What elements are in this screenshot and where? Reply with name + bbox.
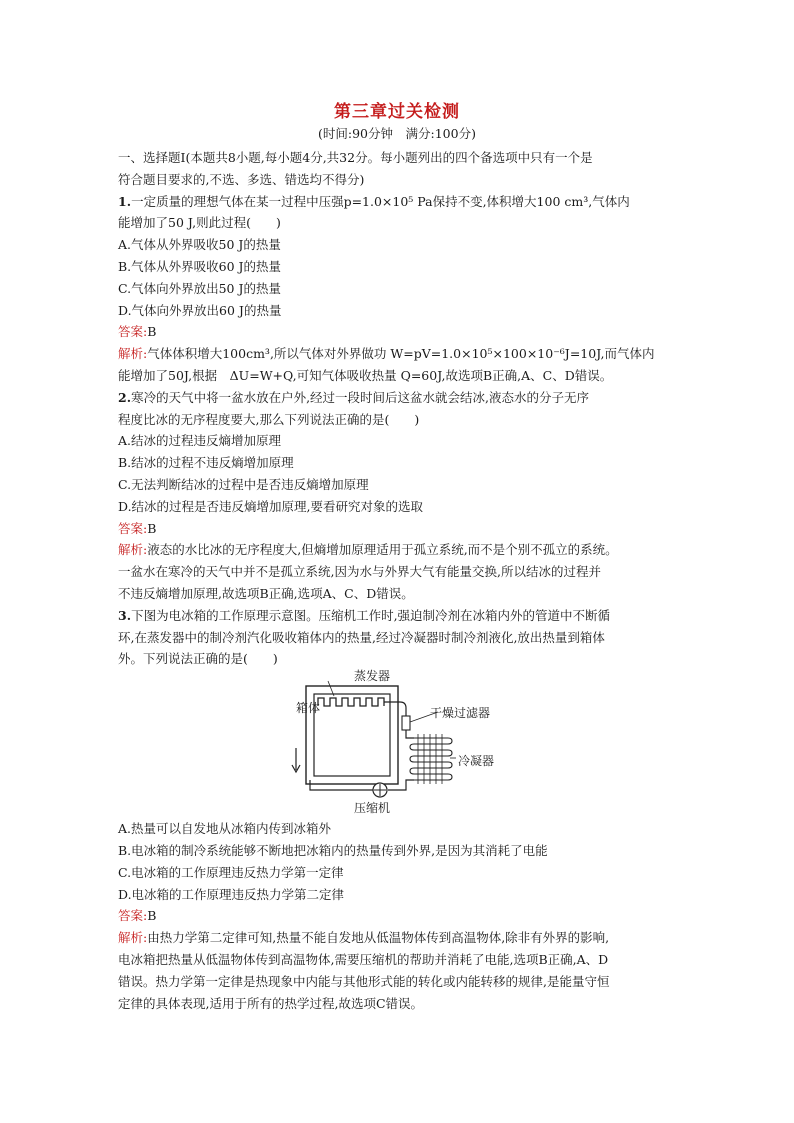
- section-heading: 一、选择题Ⅰ(本题共8小题,每小题4分,共32分。每小题列出的四个备选项中只有一个是: [118, 150, 593, 165]
- question-3-analysis-cont2: 错误。热力学第一定律是热现象中内能与其他形式能的转化或内能转移的规律,是能量守恒: [118, 973, 610, 989]
- question-1-option-d: D.气体向外界放出60 J的热量: [118, 302, 282, 318]
- question-2-option-d: D.结冰的过程是否违反熵增加原理,要看研究对象的选取: [118, 498, 424, 514]
- question-3-option-d: D.电冰箱的工作原理违反热力学第二定律: [118, 886, 345, 902]
- condenser-label: 冷凝器: [458, 754, 495, 769]
- question-3-stem-cont2: 外。下列说法正确的是( ): [118, 651, 278, 667]
- question-1-option-a: A.气体从外界吸收50 J的热量: [118, 237, 281, 253]
- question-3-option-a: A.热量可以自发地从冰箱内传到冰箱外: [118, 821, 332, 837]
- refrigerator-diagram: [118, 669, 683, 816]
- question-3-stem-cont: 环,在蒸发器中的制冷剂汽化吸收箱体内的热量,经过冷凝器时制冷剂液化,放出热量到箱体: [118, 629, 605, 645]
- question-number: 3.: [118, 607, 132, 623]
- question-2-option-b: B.结冰的过程不违反熵增加原理: [118, 455, 294, 471]
- question-3-analysis-cont: 电冰箱把热量从低温物体传到高温物体,需要压缩机的帮助并消耗了电能,选项B正确,A、D: [118, 951, 609, 967]
- section-heading-cont: 符合题目要求的,不选、多选、错选均不得分): [118, 171, 365, 187]
- question-3-analysis: 解析:由热力学第二定律可知,热量不能自发地从低温物体传到高温物体,除非有外界的影响,: [118, 930, 610, 946]
- question-number: 2.: [118, 389, 132, 405]
- question-2-answer: 答案:B: [118, 520, 157, 536]
- box-label: 箱体: [296, 701, 321, 716]
- question-1-stem: 1.一定质量的理想气体在某一过程中压强p=1.0×10⁵ Pa保持不变,体积增大100 cm³,气体内: [118, 193, 630, 209]
- question-2-option-c: C.无法判断结冰的过程中是否违反熵增加原理: [118, 476, 369, 492]
- question-3-stem: 3.下图为电冰箱的工作原理示意图。压缩机工作时,强迫制冷剂在冰箱内外的管道中不断循: [118, 607, 611, 623]
- question-number: 1.: [118, 193, 132, 209]
- question-3-answer: 答案:B: [118, 908, 157, 924]
- question-2-option-a: A.结冰的过程违反熵增加原理: [118, 433, 282, 449]
- dryer-filter-label: 干燥过滤器: [430, 706, 491, 721]
- question-1-answer: 答案:B: [118, 324, 157, 340]
- document-body: [118, 147, 683, 1014]
- question-2-analysis-cont: 一盆水在寒冷的天气中并不是孤立系统,因为水与外界大气有能量交换,所以结冰的过程并: [118, 564, 601, 580]
- refrigerator-schematic: [288, 672, 503, 812]
- evaporator-label: 蒸发器: [354, 669, 391, 684]
- question-1-option-b: B.气体从外界吸收60 J的热量: [118, 258, 282, 274]
- question-2-analysis-cont2: 不违反熵增加原理,故选项B正确,选项A、C、D错误。: [118, 585, 414, 601]
- question-3-option-b: B.电冰箱的制冷系统能够不断地把冰箱内的热量传到外界,是因为其消耗了电能: [118, 842, 548, 858]
- exam-info: (时间:90分钟 满分:100分): [318, 126, 476, 141]
- question-3-analysis-cont3: 定律的具体表现,适用于所有的热学过程,故选项C错误。: [118, 995, 424, 1011]
- question-2-stem-cont: 程度比冰的无序程度要大,那么下列说法正确的是( ): [118, 411, 420, 427]
- question-1-analysis: 解析:气体体积增大100cm³,所以气体对外界做功 W=pV=1.0×10⁵×100×10⁻⁶J=10J,而气体内: [118, 346, 655, 362]
- question-1-stem-cont: 能增加了50 J,则此过程( ): [118, 215, 281, 231]
- question-1-option-c: C.气体向外界放出50 J的热量: [118, 280, 281, 296]
- question-2-stem: 2.寒冷的天气中将一盆水放在户外,经过一段时间后这盆水就会结冰,液态水的分子无序: [118, 389, 590, 405]
- question-1-analysis-cont: 能增加了50J,根据 ΔU=W+Q,可知气体吸收热量 Q=60J,故选项B正确,A、C、D错误。: [118, 367, 613, 383]
- page-title: 第三章过关检测: [334, 102, 460, 122]
- question-3-option-c: C.电冰箱的工作原理违反热力学第一定律: [118, 864, 344, 880]
- question-2-analysis: 解析:液态的水比冰的无序程度大,但熵增加原理适用于孤立系统,而不是个别不孤立的系统。: [118, 542, 618, 558]
- compressor-label: 压缩机: [354, 801, 391, 816]
